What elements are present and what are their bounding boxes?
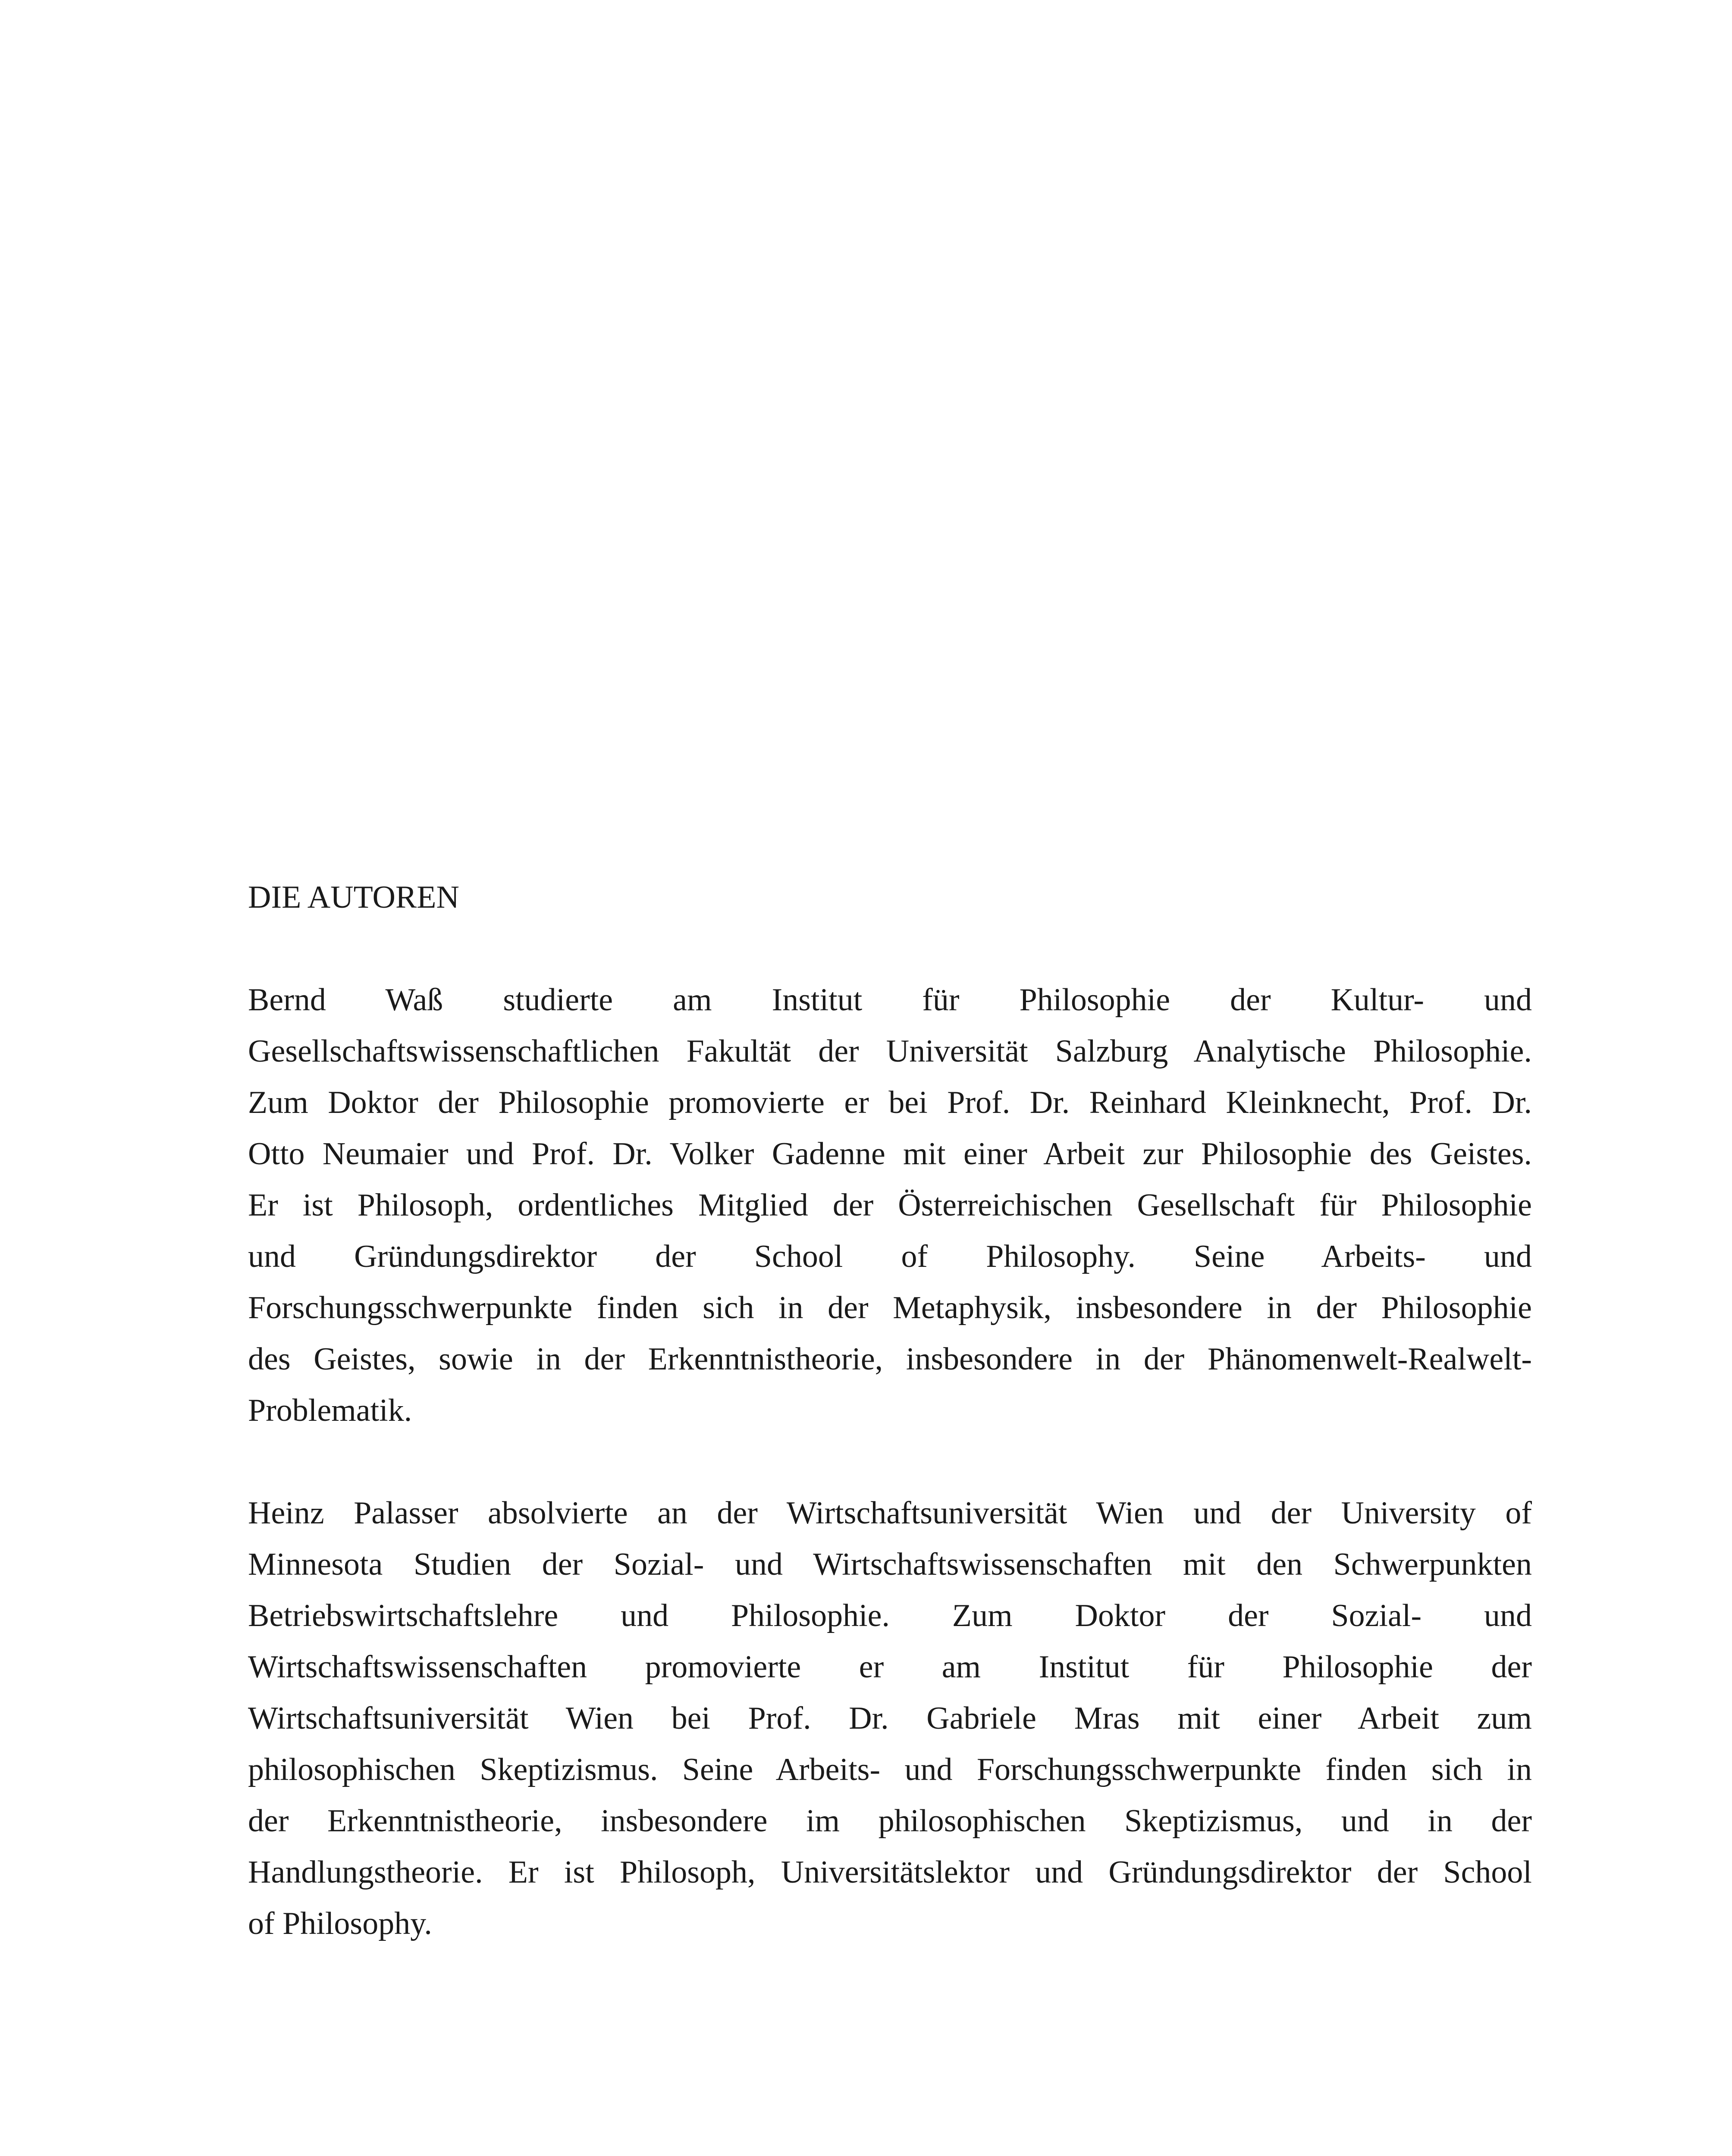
bio-line: der Erkenntnistheorie, insbesondere im philosophischen Skeptizismus, und in der — [248, 1803, 1532, 1839]
bio-line: Wirtschaftswissenschaften promovierte er am Institut für Philosophie der — [248, 1649, 1532, 1685]
bio-line: Otto Neumaier und Prof. Dr. Volker Gadenne mit einer Arbeit zur Philosophie des Geistes. — [248, 1136, 1532, 1172]
bio-line: Handlungstheorie. Er ist Philosoph, Universitätslektor und Gründungsdirektor der School — [248, 1855, 1532, 1890]
bio-line: Er ist Philosoph, ordentliches Mitglied der Österreichischen Gesellschaft für Philosophie — [248, 1188, 1532, 1223]
author-bio-bernd-wass — [248, 975, 1532, 1436]
bio-line: Forschungsschwerpunkte finden sich in der Metaphysik, insbesondere in der Philosophie — [248, 1290, 1532, 1326]
bio-line: Wirtschaftsuniversität Wien bei Prof. Dr. Gabriele Mras mit einer Arbeit zum — [248, 1701, 1532, 1736]
bio-line: des Geistes, sowie in der Erkenntnistheorie, insbesondere in der Phänomenwelt-Realwelt- — [248, 1341, 1532, 1377]
bio-line: Heinz Palasser absolvierte an der Wirtschaftsuniversität Wien und der University of — [248, 1495, 1532, 1531]
author-bio-heinz-palasser — [248, 1488, 1532, 1949]
bio-line: Minnesota Studien der Sozial- und Wirtschaftswissenschaften mit den Schwerpunkten — [248, 1547, 1532, 1582]
bio-line: Betriebswirtschaftslehre und Philosophie. Zum Doktor der Sozial- und — [248, 1598, 1532, 1633]
authors-section — [248, 872, 1532, 1949]
bio-line: Zum Doktor der Philosophie promovierte er bei Prof. Dr. Reinhard Kleinknecht, Prof. Dr. — [248, 1085, 1532, 1120]
bio-line: of Philosophy. — [248, 1906, 432, 1941]
bio-line: philosophischen Skeptizismus. Seine Arbeits- und Forschungsschwerpunkte finden sich in — [248, 1752, 1532, 1787]
bio-line: und Gründungsdirektor der School of Philosophy. Seine Arbeits- und — [248, 1239, 1532, 1274]
section-heading: DIE AUTOREN — [248, 880, 459, 915]
bio-line: Problematik. — [248, 1393, 412, 1428]
bio-line: Bernd Waß studierte am Institut für Philosophie der Kultur- und — [248, 982, 1532, 1018]
bio-line: Gesellschaftswissenschaftlichen Fakultät der Universität Salzburg Analytische Philosophie. — [248, 1034, 1532, 1069]
